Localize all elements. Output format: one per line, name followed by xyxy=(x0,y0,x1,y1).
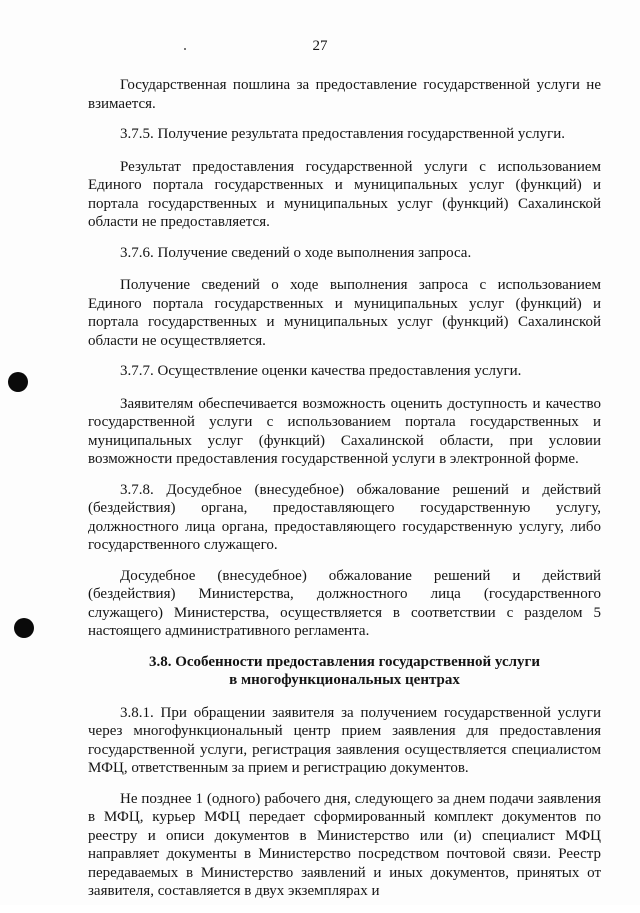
document-body xyxy=(88,76,601,913)
paragraph-3-7-7-body: Заявителям обеспечивается возможность оценить доступность и качество государственной услуги с использованием портала государственных и муниципальных услуг (функций) Сахалинской области, при условии возможности предоставления государственной услуги в электронной форме. xyxy=(88,395,601,467)
paragraph-3-7-6-title: 3.7.6. Получение сведений о ходе выполнения запроса. xyxy=(120,244,472,261)
paragraph-3-7-8-body: Досудебное (внесудебное) обжалование решений и действий (бездействия) Министерства, должностного лица (государственного служащего) Министерства, осуществляется в соответствии с разделом 5 настоящего административного регламента. xyxy=(88,567,601,639)
scan-speck xyxy=(184,48,186,50)
heading-line-1: 3.8. Особенности предоставления государственной услуги xyxy=(148,653,541,670)
paragraph-3-7-5-title: 3.7.5. Получение результата предоставления государственной услуги. xyxy=(120,126,565,142)
page-number: 27 xyxy=(312,38,328,54)
paragraph-mfc-transfer: Не позднее 1 (одного) рабочего дня, следующего за днем подачи заявления в МФЦ, курьер МФЦ передает сформированный комплект документов по реестру и описи документов в Министерство или (и) специалист МФЦ направляет документы в Министерство посредством почтовой связи. Реестр передаваемых в Министерство заявлений и иных документов, принятых от заявителя, составляется в двух экземплярах и xyxy=(88,790,601,899)
paragraph-fee: Государственная пошлина за предоставление государственной услуги не взимается. xyxy=(88,77,601,112)
paragraph-3-7-5-body: Результат предоставления государственной услуги с использованием Единого портала государственных и муниципальных услуг (функций) и портала государственных и муниципальных услуг (функций) Сахалинской области не предоставляется. xyxy=(88,158,601,230)
punch-hole-top xyxy=(8,372,28,392)
paragraph-3-7-6-body: Получение сведений о ходе выполнения запроса с использованием Единого портала государственных и муниципальных услуг (функций) и портала государственных и муниципальных услуг (функций) Сахалинской области не осуществляется. xyxy=(88,277,601,349)
punch-hole-bottom xyxy=(14,618,34,638)
paragraph-3-7-7-title: 3.7.7. Осуществление оценки качества предоставления услуги. xyxy=(120,363,522,379)
paragraph-3-8-1: 3.8.1. При обращении заявителя за получением государственной услуги через многофункциональный центр прием заявления для предоставления государственной услуги, регистрация заявления осуществляется специалистом МФЦ, ответственным за прием и регистрацию документов. xyxy=(88,704,601,776)
paragraph-3-7-8-title: 3.7.8. Досудебное (внесудебное) обжалование решений и действий (бездействия) органа, предоставляющего государственную услугу, должностного лица органа, предоставляющего государственную услугу, либо государственного служащего. xyxy=(88,481,601,553)
heading-line-2: в многофункциональных центрах xyxy=(229,672,460,688)
section-heading-3-8 xyxy=(88,653,601,690)
